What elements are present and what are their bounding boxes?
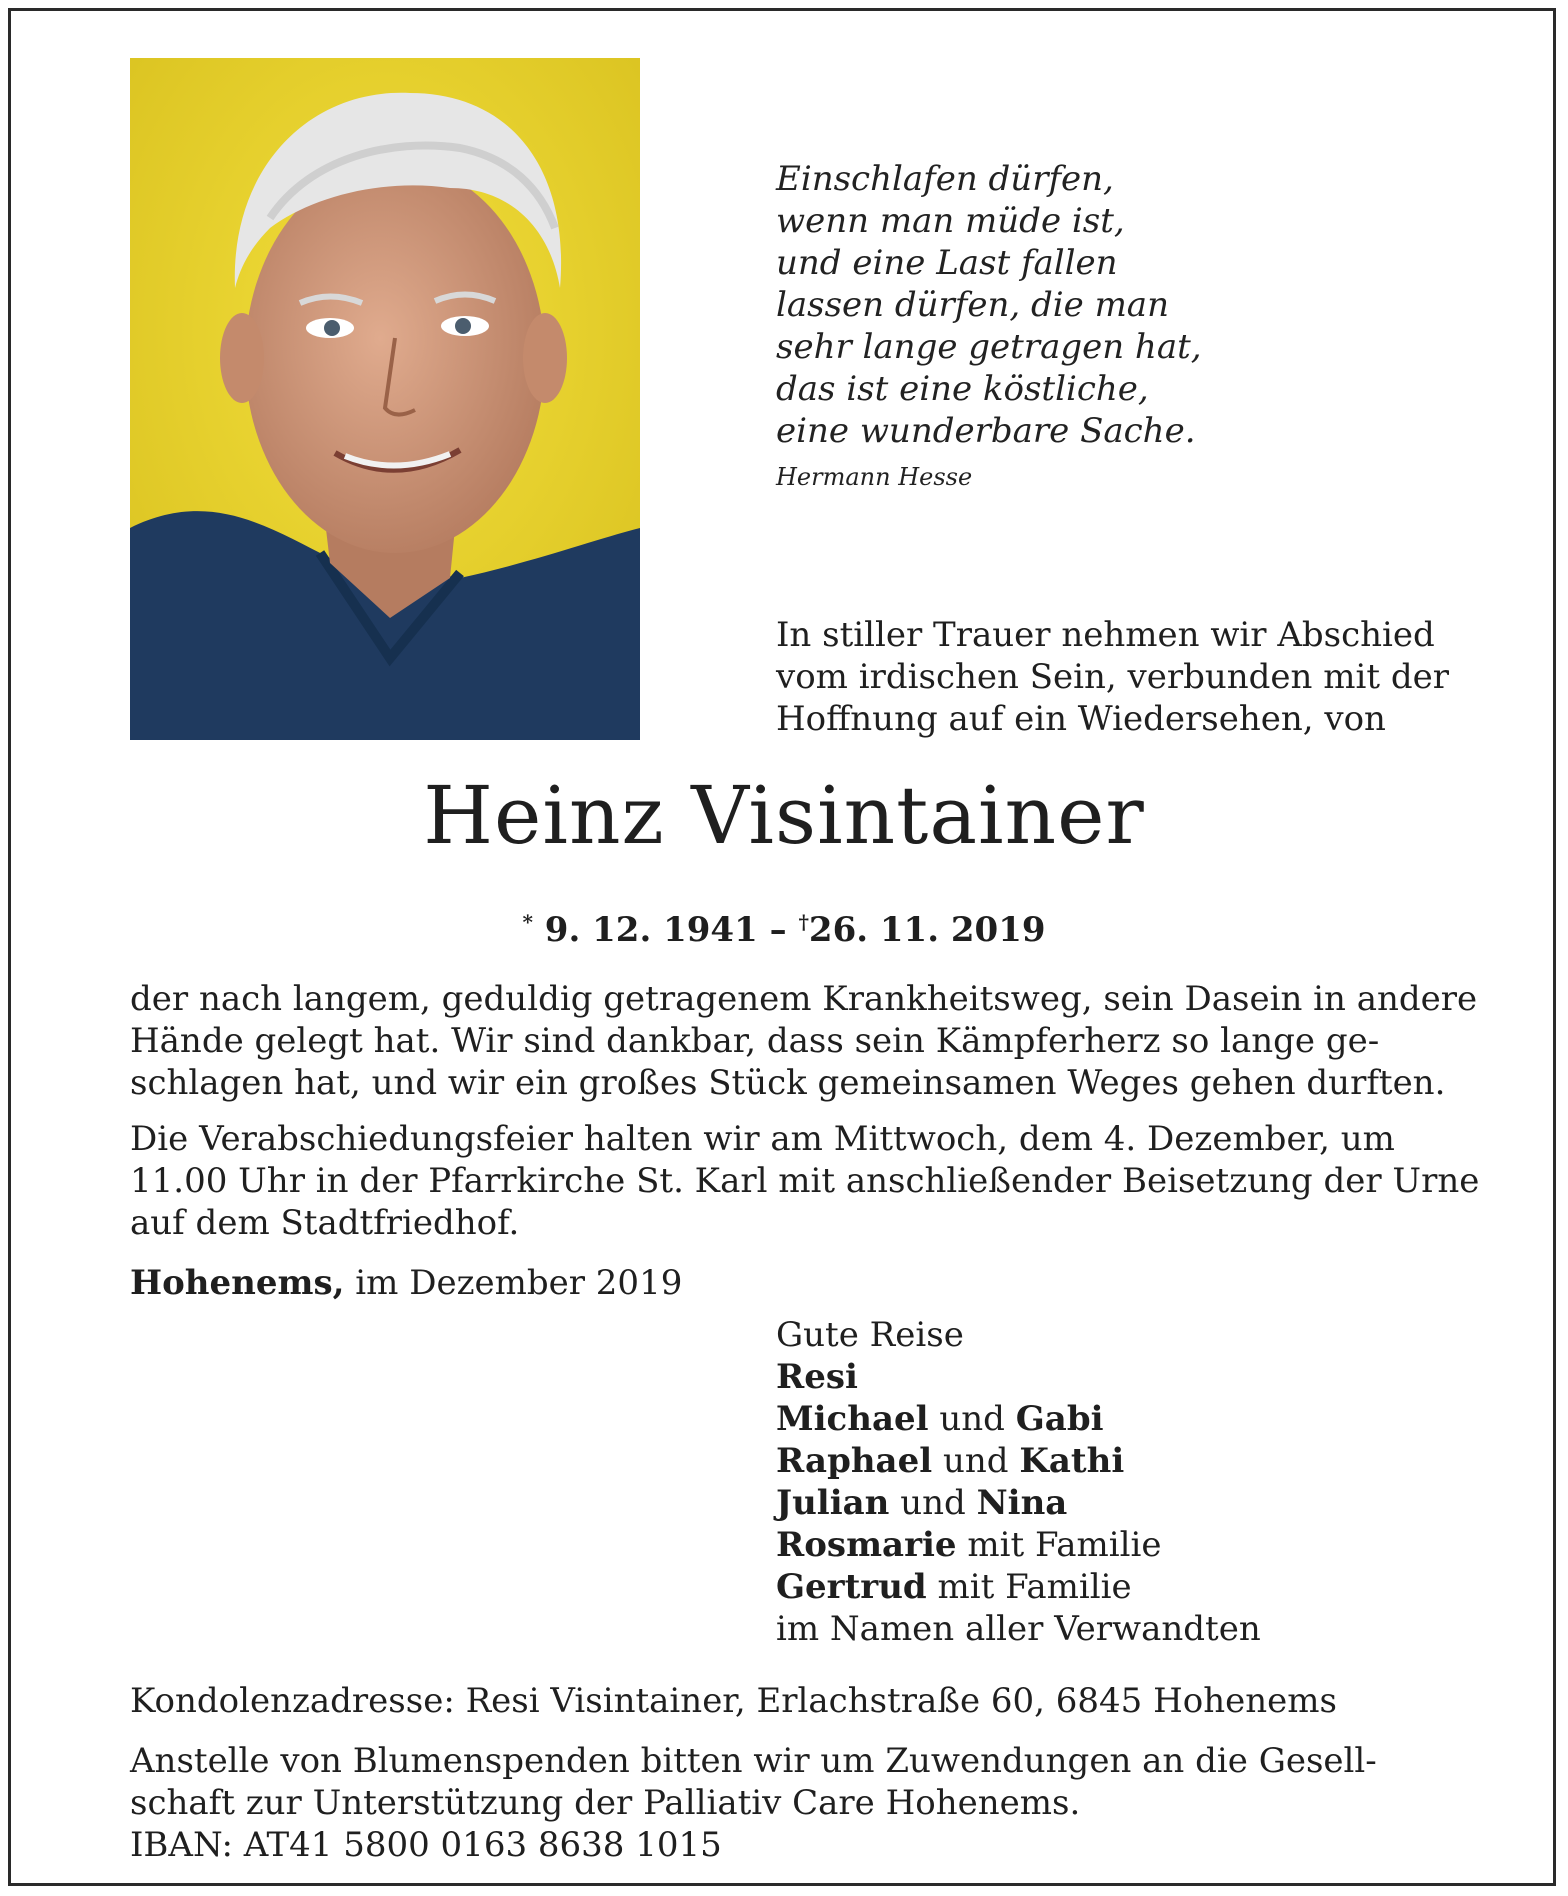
poem-line: das ist eine köstliche, (776, 369, 1149, 409)
portrait-icon (130, 58, 640, 740)
poem-line: sehr lange getragen hat, (776, 327, 1202, 367)
signer-name: Gertrud (776, 1567, 927, 1607)
intro-text (776, 614, 1449, 740)
life-dates (0, 900, 1568, 952)
signer-name: Gabi (1015, 1399, 1104, 1439)
birth-date: 9. 12. 1941 (544, 910, 758, 950)
place-month: im Dezember 2019 (344, 1263, 683, 1303)
poem-line: wenn man müde ist, (776, 201, 1125, 241)
signer-name: Rosmarie (776, 1525, 957, 1565)
signer-line (776, 1440, 1261, 1482)
paragraph-line: Hände gelegt hat. Wir sind dankbar, dass sein Kämpferherz so lange ge- (130, 1021, 1380, 1061)
paragraph-line: 11.00 Uhr in der Pfarrkirche St. Karl mit anschließender Beisetzung der Urne (130, 1161, 1480, 1201)
donation-note (130, 1740, 1377, 1866)
signer-suffix: mit Familie (926, 1567, 1132, 1607)
date-separator: – (769, 910, 787, 950)
signer-name: Nina (976, 1483, 1068, 1523)
poem-line: und eine Last fallen (776, 243, 1118, 283)
donation-line: Anstelle von Blumenspenden bitten wir um Zuwendungen an die Gesell- (130, 1741, 1377, 1781)
signer-name: Raphael (776, 1441, 933, 1481)
signer-greeting: Gute Reise (776, 1315, 964, 1355)
signer-line (776, 1566, 1261, 1608)
place-city: Hohenems, (130, 1263, 345, 1303)
portrait-photo (130, 58, 640, 740)
donation-line: schaft zur Unterstützung der Palliativ Care Hohenems. (130, 1783, 1081, 1823)
signers-list (776, 1314, 1261, 1650)
signer-line (776, 1482, 1261, 1524)
signer-conjunction: und (932, 1441, 1020, 1481)
signer-closing: im Namen aller Verwandten (776, 1609, 1261, 1649)
poem-author: Hermann Hesse (776, 463, 973, 491)
signer-name: Julian (776, 1483, 890, 1523)
poem-line: lassen dürfen, die man (776, 285, 1169, 325)
signer-suffix: mit Familie (956, 1525, 1162, 1565)
poem-line: Einschlafen dürfen, (776, 159, 1114, 199)
birth-symbol: * (522, 910, 533, 934)
signer-line (776, 1398, 1261, 1440)
signer-conjunction: und (928, 1399, 1016, 1439)
poem-line: eine wunderbare Sache. (776, 411, 1196, 451)
paragraph-illness (130, 978, 1478, 1104)
signer-name: Kathi (1019, 1441, 1125, 1481)
death-date: 26. 11. 2019 (808, 910, 1046, 950)
signer-line (776, 1356, 1261, 1398)
place-date (130, 1262, 682, 1304)
death-symbol: † (798, 910, 809, 934)
paragraph-line: schlagen hat, und wir ein großes Stück gemeinsamen Weges gehen durften. (130, 1063, 1446, 1103)
poem-quote (776, 158, 1202, 492)
paragraph-line: auf dem Stadtfriedhof. (130, 1203, 520, 1243)
condolence-address: Kondolenzadresse: Resi Visintainer, Erlachstraße 60, 6845 Hohenems (130, 1681, 1337, 1721)
signer-conjunction: und (889, 1483, 977, 1523)
signer-line (776, 1524, 1261, 1566)
deceased-name: Heinz Visintainer (423, 769, 1145, 862)
intro-line: Hoffnung auf ein Wiedersehen, von (776, 699, 1386, 739)
paragraph-ceremony (130, 1118, 1480, 1244)
intro-line: In stiller Trauer nehmen wir Abschied (776, 615, 1435, 655)
signer-name: Michael (776, 1399, 929, 1439)
paragraph-line: Die Verabschiedungsfeier halten wir am Mittwoch, dem 4. Dezember, um (130, 1119, 1395, 1159)
intro-line: vom irdischen Sein, verbunden mit der (776, 657, 1449, 697)
signer-name: Resi (776, 1357, 858, 1397)
iban: IBAN: AT41 5800 0163 8638 1015 (130, 1825, 722, 1865)
paragraph-line: der nach langem, geduldig getragenem Krankheitsweg, sein Dasein in andere (130, 979, 1478, 1019)
